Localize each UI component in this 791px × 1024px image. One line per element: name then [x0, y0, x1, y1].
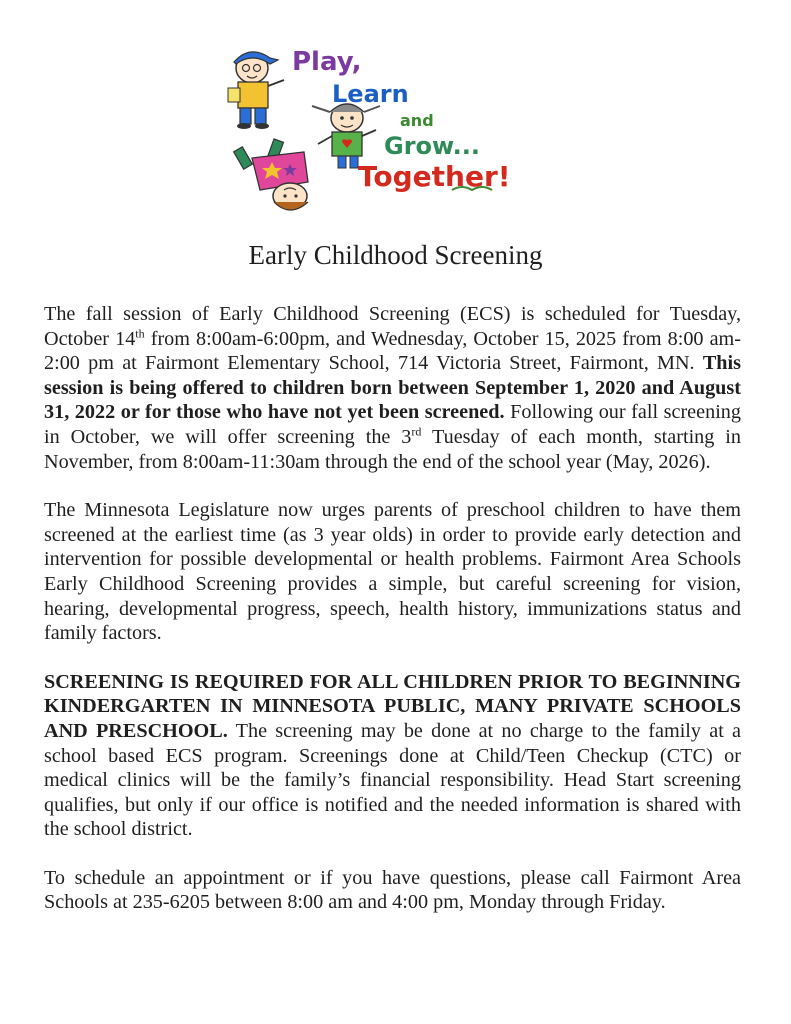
paragraph-fall-session: [44, 302, 741, 474]
girl-with-pigtails-drawing: [312, 104, 380, 168]
upside-down-kid-drawing: [234, 139, 308, 210]
p1-text-a1: The fall session of Early Childhood Screening (ECS) is scheduled for Tuesday, October 14: [44, 303, 741, 350]
paragraph-requirement: [44, 670, 741, 842]
document-body: [44, 302, 741, 939]
logo-word-play: Play,: [292, 47, 362, 77]
boy-with-cap-drawing: [228, 52, 284, 129]
p3-text-rest: The screening may be done at no charge to the family at a school based ECS program. Screenings done at Child/Teen Checkup (CTC) or medical clinics will be the family’s financial responsibility. Head Start screening qualifies, but only if our office is notified and the needed information is shared with the school district.: [44, 719, 741, 841]
logo-word-grow: Grow...: [384, 132, 481, 160]
logo-word-together: Together!: [358, 160, 511, 193]
p1-bold-eligibility: This session is being offered to children born between September 1, 2020 and August 31, 2022 or for those who have not yet been screened.: [44, 352, 741, 424]
p3-bold-requirement: SCREENING IS REQUIRED FOR ALL CHILDREN PRIOR TO BEGINNING KINDERGARTEN IN MINNESOTA PUBLIC, MANY PRIVATE SCHOOLS AND PRESCHOOL.: [44, 670, 741, 742]
p1-sup-th: th: [135, 325, 145, 340]
paragraph-contact: To schedule an appointment or if you have questions, please call Fairmont Area Schools at 235-6205 between 8:00 am and 4:00 pm, Monday through Friday.: [44, 866, 741, 914]
logo-word-and: and: [400, 111, 434, 130]
page-title: Early Childhood Screening: [248, 240, 543, 270]
logo-word-learn: Learn: [332, 80, 409, 108]
p1-text-b2: Tuesday of each month, starting in November, from 8:00am-11:30am through the end of the school year (May, 2026).: [44, 425, 742, 473]
p1-sup-rd: rd: [411, 424, 422, 439]
paragraph-legislature: The Minnesota Legislature now urges parents of preschool children to have them screened at the earliest time (as 3 year olds) in order to provide early detection and intervention for possible developmental or health problems. Fairmont Area Schools Early Childhood Screening provides a simple, but careful screening for vision, hearing, developmental progress, speech, health history, immunizations status and family factors.: [44, 499, 741, 645]
p1-text-b1: Following our fall screening in October, we will offer screening the 3: [44, 401, 741, 448]
p1-text-a2: from 8:00am-6:00pm, and Wednesday, October 15, 2025 from 8:00 am-2:00 pm at Fairmont Elementary School, 714 Victoria Street, Fairmont, MN.: [44, 327, 741, 375]
logo-graphic: [212, 40, 572, 212]
play-learn-grow-logo: [212, 40, 572, 212]
